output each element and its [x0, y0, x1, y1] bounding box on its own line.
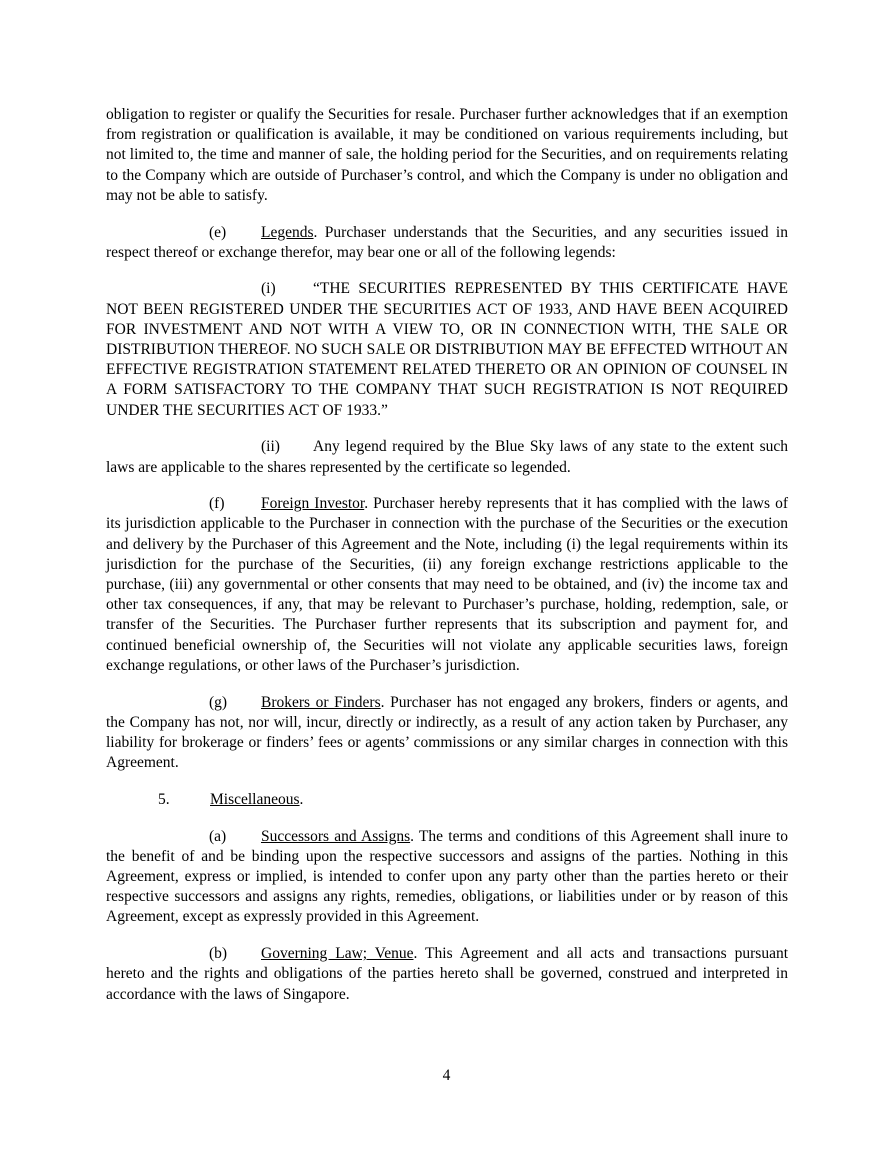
section-heading: Brokers or Finders [261, 693, 381, 711]
section-label: (e) [209, 223, 227, 241]
legend-i [106, 279, 788, 420]
section-heading: Miscellaneous [210, 790, 300, 808]
section-label: (ii) [261, 438, 280, 456]
legend-ii [106, 437, 788, 477]
section-a-successors [106, 827, 788, 928]
document-body [106, 105, 788, 1021]
section-text: Any legend required by the Blue Sky laws of any state to the extent such laws are applicable to the shares represented by the certificate so legended. [106, 438, 788, 476]
section-text: . Purchaser understands that the Securities, and any securities issued in respect thereof or exchange therefor, may bear one or all of the following legends: [106, 223, 788, 261]
section-text: . [299, 790, 304, 808]
section-text: . The terms and conditions of this Agreement shall inure to the benefit of and be binding upon the respective successors and assigns of the parties. Nothing in this Agreement, express or implied, is intended to confer upon any party other than the parties hereto or their respective successors and assigns any rights, remedies, obligations, or liabilities under or by reason of this Agreement, except as expressly provided in this Agreement. [106, 827, 789, 926]
section-heading: Governing Law; Venue [261, 945, 414, 963]
section-text: . Purchaser has not engaged any brokers, finders or agents, and the Company has not, nor will, incur, directly or indirectly, as a result of any action taken by Purchaser, any liability for brokerage or finders’ fees or agents’ commissions or any similar charges in connection with this Agreement. [106, 693, 788, 772]
paragraph-continuation: obligation to register or qualify the Securities for resale. Purchaser further acknowledges that if an exemption from registration or qualification is available, it may be conditioned on various requirements including, but not limited to, the time and manner of sale, the holding period for the Securities, and on requirements relating to the Company which are outside of Purchaser’s control, and which the Company is under no obligation and may not be able to satisfy. [106, 106, 788, 204]
section-5-miscellaneous [106, 790, 788, 810]
section-label: (b) [209, 945, 228, 963]
section-text: . This Agreement and all acts and transactions pursuant hereto and the rights and obligations of the parties hereto shall be governed, construed and interpreted in accordance with the laws of Singapore. [106, 945, 789, 1003]
section-heading: Legends [261, 223, 314, 241]
section-label: (g) [209, 693, 228, 711]
section-text: . Purchaser hereby represents that it has complied with the laws of its jurisdiction applicable to the Purchaser in connection with the purchase of the Securities or the execution and delivery by the Purchaser of this Agreement and the Note, including (i) the legal requirements within its jurisdiction for the purchase of the Securities, (ii) any foreign exchange restrictions applicable to the purchase, (iii) any governmental or other consents that may need to be obtained, and (iv) the income tax and other tax consequences, if any, that may be relevant to Purchaser’s purchase, holding, redemption, sale, or transfer of the Securities. The Purchaser further represents that its subscription and payment for, and continued beneficial ownership of, the Securities will not violate any applicable securities laws, foreign exchange regulations, or other laws of the Purchaser’s jurisdiction. [106, 495, 788, 674]
section-b-governing-law [106, 944, 788, 1005]
section-label: (f) [209, 495, 225, 513]
section-heading: Successors and Assigns [261, 827, 411, 845]
page-number: 4 [442, 1067, 451, 1084]
section-e-legends [106, 223, 788, 263]
section-label: (a) [209, 827, 227, 845]
section-label: (i) [261, 280, 276, 298]
section-f-foreign-investor [106, 494, 788, 676]
section-text: “THE SECURITIES REPRESENTED BY THIS CERTIFICATE HAVE NOT BEEN REGISTERED UNDER THE SECURITIES ACT OF 1933, AND HAVE BEEN ACQUIRED FOR INVESTMENT AND NOT WITH A VIEW TO, OR IN CONNECTION WITH, THE SALE OR DISTRIBUTION THEREOF. NO SUCH SALE OR DISTRIBUTION MAY BE EFFECTED WITHOUT AN EFFECTIVE REGISTRATION STATEMENT RELATED THERETO OR AN OPINION OF COUNSEL IN A FORM SATISFACTORY TO THE COMPANY THAT SUCH REGISTRATION IS NOT REQUIRED UNDER THE SECURITIES ACT OF 1933.” [106, 280, 788, 419]
section-g-brokers [106, 693, 788, 774]
section-heading: Foreign Investor [261, 495, 365, 513]
section-label: 5. [158, 790, 170, 808]
